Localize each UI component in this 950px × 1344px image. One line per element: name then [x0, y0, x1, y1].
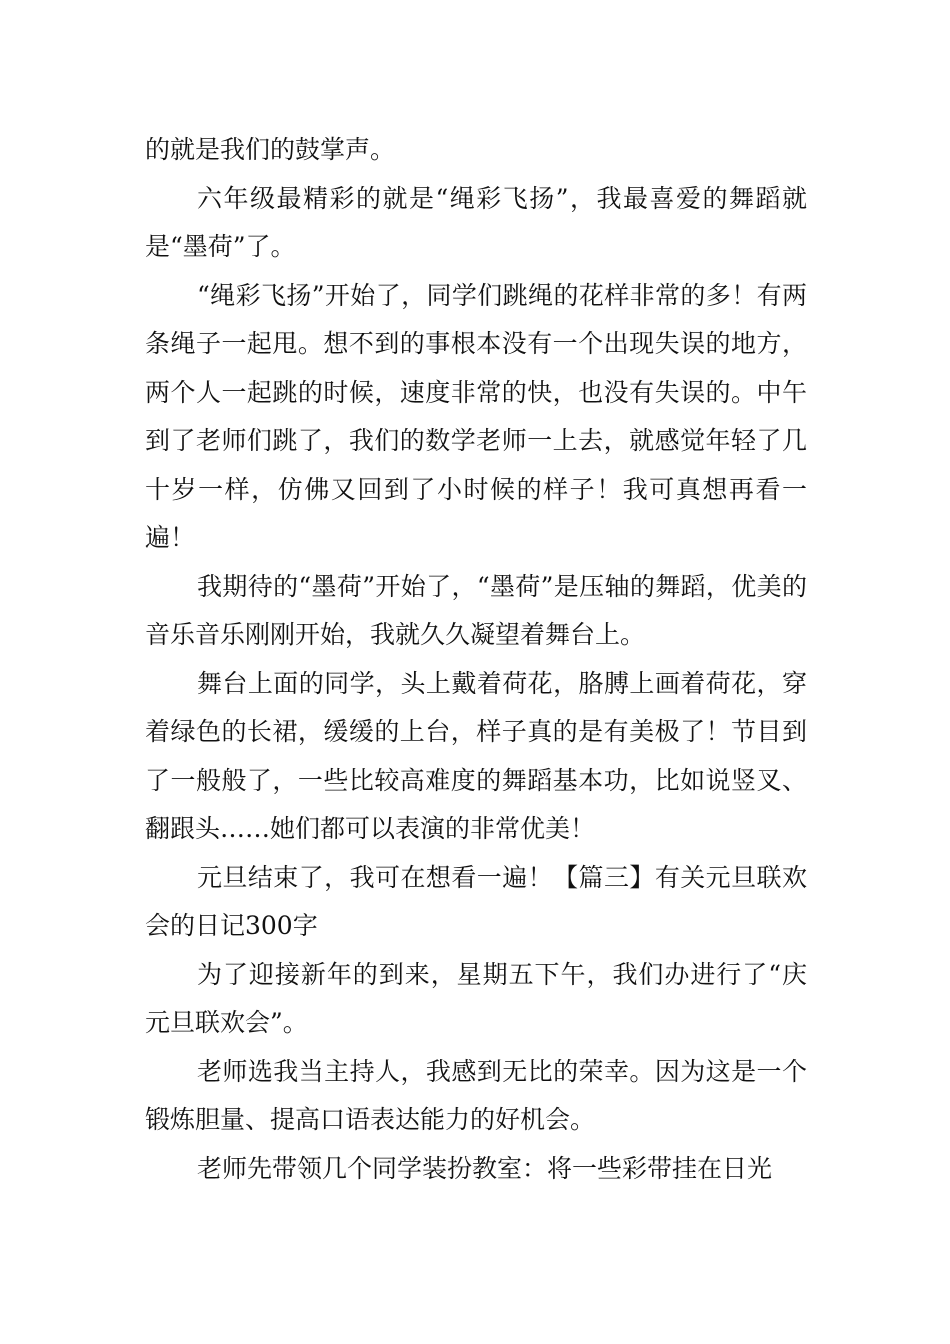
- paragraph: “绳彩飞扬”开始了，同学们跳绳的花样非常的多！有两条绳子一起甩。想不到的事根本没有一个出现失误的地方，两个人一起跳的时候，速度非常的快，也没有失误的。中午到了老师们跳了，我们的数学老师一上去，就感觉年轻了几十岁一样，仿佛又回到了小时候的样子！我可真想再看一遍！: [145, 280, 807, 552]
- paragraph: 为了迎接新年的到来，星期五下午，我们办进行了“庆元旦联欢会”。: [145, 959, 807, 1037]
- paragraph: 元旦结束了，我可在想看一遍！【篇三】有关元旦联欢会的日记300字: [145, 862, 807, 940]
- paragraph: 老师先带领几个同学装扮教室：将一些彩带挂在日光: [197, 1153, 773, 1183]
- paragraph: 的就是我们的鼓掌声。: [145, 135, 396, 164]
- paragraph: 六年级最精彩的就是“绳彩飞扬”，我最喜爱的舞蹈就是“墨荷”了。: [145, 183, 807, 261]
- paragraph: 舞台上面的同学，头上戴着荷花，胳膊上画着荷花，穿着绿色的长裙，缓缓的上台，样子真的是有美极了！节目到了一般般了，一些比较高难度的舞蹈基本功，比如说竖叉、翻跟头……她们都可以表演的非常优美！: [145, 668, 807, 843]
- body-text: [145, 126, 807, 1193]
- paragraph: 老师选我当主持人，我感到无比的荣幸。因为这是一个锻炼胆量、提高口语表达能力的好机会。: [145, 1056, 807, 1134]
- paragraph: 我期待的“墨荷”开始了，“墨荷”是压轴的舞蹈，优美的音乐音乐刚刚开始，我就久久凝望着舞台上。: [145, 571, 807, 649]
